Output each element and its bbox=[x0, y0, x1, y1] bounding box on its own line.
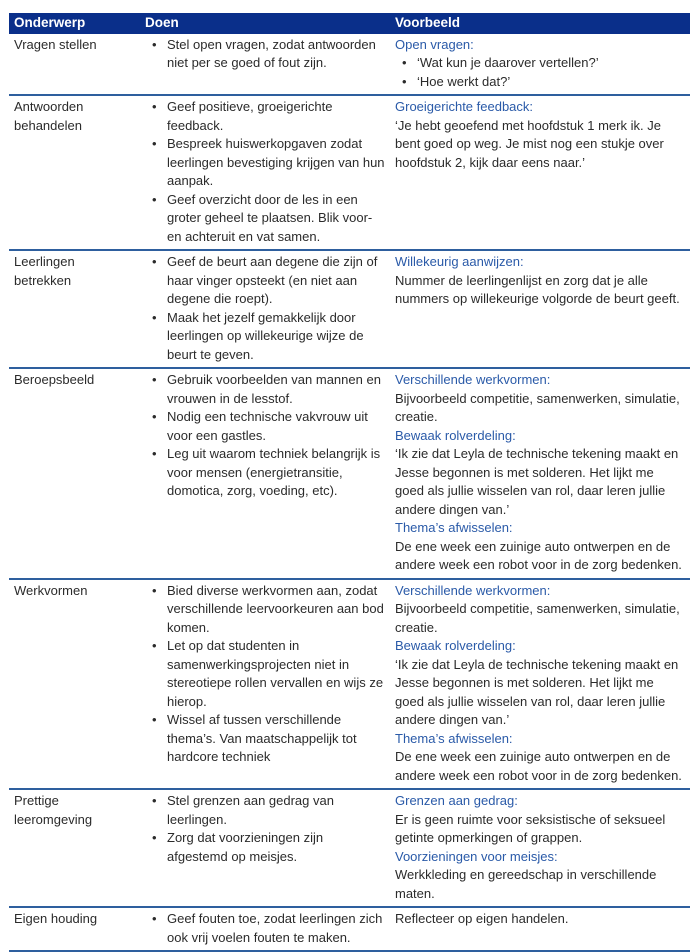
doen-item: • Gebruik voorbeelden van mannen en vrouwen in de lesstof. bbox=[167, 371, 385, 408]
doen-list bbox=[145, 98, 385, 246]
doen-cell bbox=[140, 250, 390, 368]
topic-cell: Beroepsbeeld bbox=[14, 372, 95, 387]
example-text: Nummer de leerlingenlijst en zorg dat je alle nummers op willekeurige volgorde de beurt geeft. bbox=[395, 272, 680, 306]
example-list bbox=[395, 54, 685, 91]
table-row bbox=[9, 907, 690, 951]
header-onderwerp: Onderwerp bbox=[9, 13, 140, 34]
example-text: De ene week een zuinige auto ontwerpen en de andere week een robot voor in de zorg bedenken. bbox=[395, 538, 682, 572]
doen-cell bbox=[140, 95, 390, 250]
example-text: Bijvoorbeeld competitie, samenwerken, simulatie, creatie. bbox=[395, 601, 680, 635]
doen-list bbox=[145, 910, 385, 947]
doen-cell bbox=[140, 34, 390, 96]
topic-cell: Leerlingen betrekken bbox=[14, 254, 75, 288]
doen-cell bbox=[140, 368, 390, 579]
table-row bbox=[9, 95, 690, 250]
doen-item: • Maak het jezelf gemakkelijk door leerlingen op willekeurige wijze de beurt te geven. bbox=[167, 309, 385, 365]
table-header-row bbox=[9, 13, 690, 34]
voorbeeld-cell bbox=[390, 789, 690, 907]
doen-cell bbox=[140, 789, 390, 907]
example-text: Werkkleding en gereedschap in verschillende maten. bbox=[395, 867, 657, 901]
example-item: • ‘Hoe werkt dat?’ bbox=[417, 73, 685, 92]
topic-cell: Prettige leeromgeving bbox=[14, 793, 93, 827]
header-doen: Doen bbox=[140, 13, 390, 34]
table-row bbox=[9, 579, 690, 790]
example-label: Groeigerichte feedback: bbox=[395, 99, 534, 114]
example-label: Verschillende werkvormen: bbox=[395, 582, 551, 598]
doen-item: • Wissel af tussen verschillende thema’s. Van maatschappelijk tot hardcore techniek bbox=[167, 711, 385, 767]
example-text: Bijvoorbeeld competitie, samenwerken, simulatie, creatie. bbox=[395, 390, 680, 424]
example-label: Thema’s afwisselen: bbox=[395, 520, 513, 535]
doen-item: • Stel grenzen aan gedrag van leerlingen. bbox=[167, 792, 385, 829]
example-label: Bewaak rolverdeling: bbox=[395, 638, 516, 653]
voorbeeld-cell bbox=[390, 95, 690, 250]
table-row bbox=[9, 368, 690, 579]
voorbeeld-cell bbox=[390, 250, 690, 368]
example-label: Willekeurig aanwijzen: bbox=[395, 254, 524, 269]
doen-cell bbox=[140, 579, 390, 790]
doen-item: • Geef overzicht door de les in een groter geheel te plaatsen. Blik voor- en achteruit en vat samen. bbox=[167, 191, 385, 247]
table-row bbox=[9, 789, 690, 907]
doen-item: • Let op dat studenten in samenwerkingsprojecten niet in stereotiepe rollen vervallen en wijs ze hierop. bbox=[167, 637, 385, 711]
doen-list bbox=[145, 792, 385, 866]
example-text: De ene week een zuinige auto ontwerpen en de andere week een robot voor in de zorg bedenken. bbox=[395, 749, 682, 783]
doen-list bbox=[145, 36, 385, 73]
example-label: Voorzieningen voor meisjes: bbox=[395, 848, 558, 864]
voorbeeld-cell bbox=[390, 368, 690, 579]
table-row bbox=[9, 34, 690, 96]
example-text: ‘Je hebt geoefend met hoofdstuk 1 merk ik. Je bent goed op weg. Je mist nog een stukje over hoofdstuk 2, kijk daar eens naar.’ bbox=[395, 117, 664, 170]
doen-item: • Bespreek huiswerkopgaven zodat leerlingen bevestiging krijgen van hun aanpak. bbox=[167, 135, 385, 191]
voorbeeld-cell bbox=[390, 579, 690, 790]
example-text: ‘Ik zie dat Leyla de technische tekening maakt en Jesse begonnen is met solderen. Het lijkt me goed als jullie wisselen van rol, daar leren jullie andere dingen van.’ bbox=[395, 656, 679, 727]
doen-list bbox=[145, 371, 385, 501]
doen-item: • Geef de beurt aan degene die zijn of haar vinger opsteekt (en niet aan degene die roept). bbox=[167, 253, 385, 309]
doen-item: • Geef positieve, groeigerichte feedback. bbox=[167, 98, 385, 135]
doen-item: • Bied diverse werkvormen aan, zodat verschillende leervoorkeuren aan bod komen. bbox=[167, 582, 385, 638]
topic-cell: Antwoorden behandelen bbox=[14, 99, 84, 133]
topic-cell: Eigen houding bbox=[14, 911, 98, 926]
example-text: Er is geen ruimte voor seksistische of seksueel getinte opmerkingen of grappen. bbox=[395, 811, 666, 845]
voorbeeld-cell bbox=[390, 907, 690, 951]
example-label: Thema’s afwisselen: bbox=[395, 730, 513, 746]
example-text: Reflecteer op eigen handelen. bbox=[395, 911, 569, 926]
example-label: Verschillende werkvormen: bbox=[395, 372, 551, 387]
doen-list bbox=[145, 253, 385, 364]
table-row bbox=[9, 250, 690, 368]
doen-item: • Stel open vragen, zodat antwoorden niet per se goed of fout zijn. bbox=[167, 36, 385, 73]
example-label: Grenzen aan gedrag: bbox=[395, 793, 518, 808]
topic-cell: Werkvormen bbox=[14, 582, 88, 598]
document bbox=[9, 13, 690, 952]
didactics-table bbox=[9, 13, 690, 952]
doen-item: • Leg uit waarom techniek belangrijk is voor mensen (energietransitie, domotica, zorg, voeding, etc). bbox=[167, 445, 385, 501]
doen-item: • Zorg dat voorzieningen zijn afgestemd op meisjes. bbox=[167, 829, 385, 866]
doen-cell bbox=[140, 907, 390, 951]
example-label: Open vragen: bbox=[395, 36, 474, 52]
doen-item: • Geef fouten toe, zodat leerlingen zich ook vrij voelen fouten te maken. bbox=[167, 910, 385, 947]
topic-cell: Vragen stellen bbox=[14, 36, 97, 52]
header-voorbeeld: Voorbeeld bbox=[390, 13, 690, 34]
example-text: ‘Ik zie dat Leyla de technische tekening maakt en Jesse begonnen is met solderen. Het lijkt me goed als jullie wisselen van rol, daar leren jullie andere dingen van.’ bbox=[395, 446, 679, 517]
doen-item: • Nodig een technische vakvrouw uit voor een gastles. bbox=[167, 408, 385, 445]
example-label: Bewaak rolverdeling: bbox=[395, 427, 516, 443]
doen-list bbox=[145, 582, 385, 767]
voorbeeld-cell bbox=[390, 34, 690, 96]
example-item: • ‘Wat kun je daarover vertellen?’ bbox=[417, 54, 685, 73]
